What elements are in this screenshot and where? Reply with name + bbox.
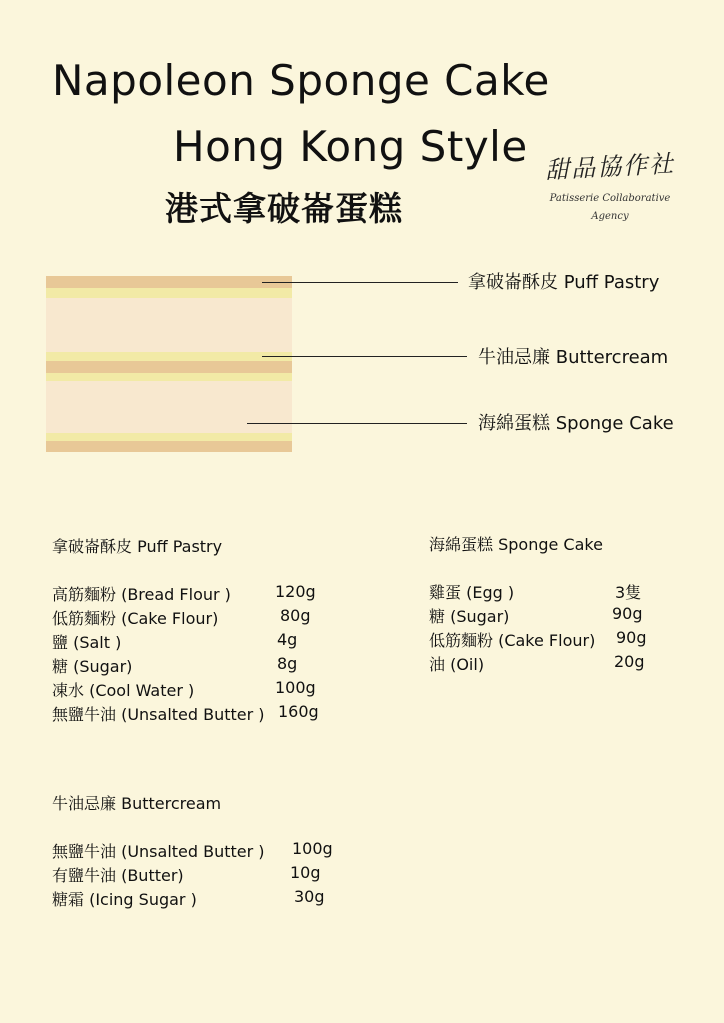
brand-logo — [535, 147, 685, 226]
logo-english-line-2: Agency — [591, 211, 629, 222]
buttercream-label: 牛油忌廉 Buttercream — [478, 347, 669, 368]
cake-cross-section — [46, 276, 292, 452]
top-pastry-layer — [46, 276, 292, 288]
title-line-2: Hong Kong Style — [173, 122, 528, 171]
buttercream-heading: 牛油忌廉 Buttercream — [52, 794, 222, 813]
ingredient-qty: 100g — [292, 839, 333, 858]
ingredient-qty: 30g — [294, 887, 325, 906]
puff-pastry-heading: 拿破崙酥皮 Puff Pastry — [52, 537, 223, 556]
lower-sponge-layer — [46, 381, 292, 433]
ingredient-name: 有鹽牛油 (Butter) — [52, 866, 184, 885]
middle-pastry-layer — [46, 361, 292, 373]
bottom-cream-layer — [46, 433, 292, 441]
buttercream-leader-line — [262, 356, 467, 357]
middle-cream-layer-2 — [46, 373, 292, 381]
sponge-cake-label: 海綿蛋糕 Sponge Cake — [478, 413, 674, 434]
ingredient-name: 低筋麵粉 (Cake Flour) — [429, 631, 596, 650]
sponge-cake-heading: 海綿蛋糕 Sponge Cake — [429, 535, 603, 554]
ingredient-name: 凍水 (Cool Water ) — [52, 681, 195, 700]
ingredient-name: 糖 (Sugar) — [52, 657, 133, 676]
top-cream-layer — [46, 288, 292, 298]
ingredient-qty: 8g — [277, 654, 298, 673]
logo-english — [535, 190, 685, 226]
ingredient-name: 低筋麵粉 (Cake Flour) — [52, 609, 219, 628]
title-chinese: 港式拿破崙蛋糕 — [165, 189, 403, 228]
ingredient-name: 油 (Oil) — [429, 655, 485, 674]
ingredient-name: 糖霜 (Icing Sugar ) — [52, 890, 197, 909]
ingredient-name: 雞蛋 (Egg ) — [429, 583, 515, 602]
ingredient-qty: 120g — [275, 582, 316, 601]
title-line-1: Napoleon Sponge Cake — [52, 56, 550, 105]
ingredient-qty: 90g — [616, 628, 647, 647]
ingredient-qty: 3隻 — [615, 583, 642, 602]
ingredient-qty: 10g — [290, 863, 321, 882]
upper-sponge-layer — [46, 298, 292, 352]
ingredient-name: 無鹽牛油 (Unsalted Butter ) — [52, 705, 265, 724]
ingredient-name: 糖 (Sugar) — [429, 607, 510, 626]
bottom-pastry-layer — [46, 441, 292, 452]
ingredient-qty: 20g — [614, 652, 645, 671]
ingredient-name: 高筋麵粉 (Bread Flour ) — [52, 585, 231, 604]
ingredient-qty: 80g — [280, 606, 311, 625]
sponge-cake-leader-line — [247, 423, 467, 424]
puff-pastry-label: 拿破崙酥皮 Puff Pastry — [468, 272, 660, 293]
ingredient-qty: 90g — [612, 604, 643, 623]
logo-english-line-1: Patisserie Collaborative — [549, 193, 671, 204]
ingredient-name: 鹽 (Salt ) — [52, 633, 122, 652]
puff-pastry-leader-line — [262, 282, 458, 283]
ingredient-qty: 4g — [277, 630, 298, 649]
middle-cream-layer-1 — [46, 352, 292, 361]
ingredient-qty: 100g — [275, 678, 316, 697]
logo-chinese: 甜品協作社 — [544, 149, 676, 185]
ingredient-name: 無鹽牛油 (Unsalted Butter ) — [52, 842, 265, 861]
ingredient-qty: 160g — [278, 702, 319, 721]
